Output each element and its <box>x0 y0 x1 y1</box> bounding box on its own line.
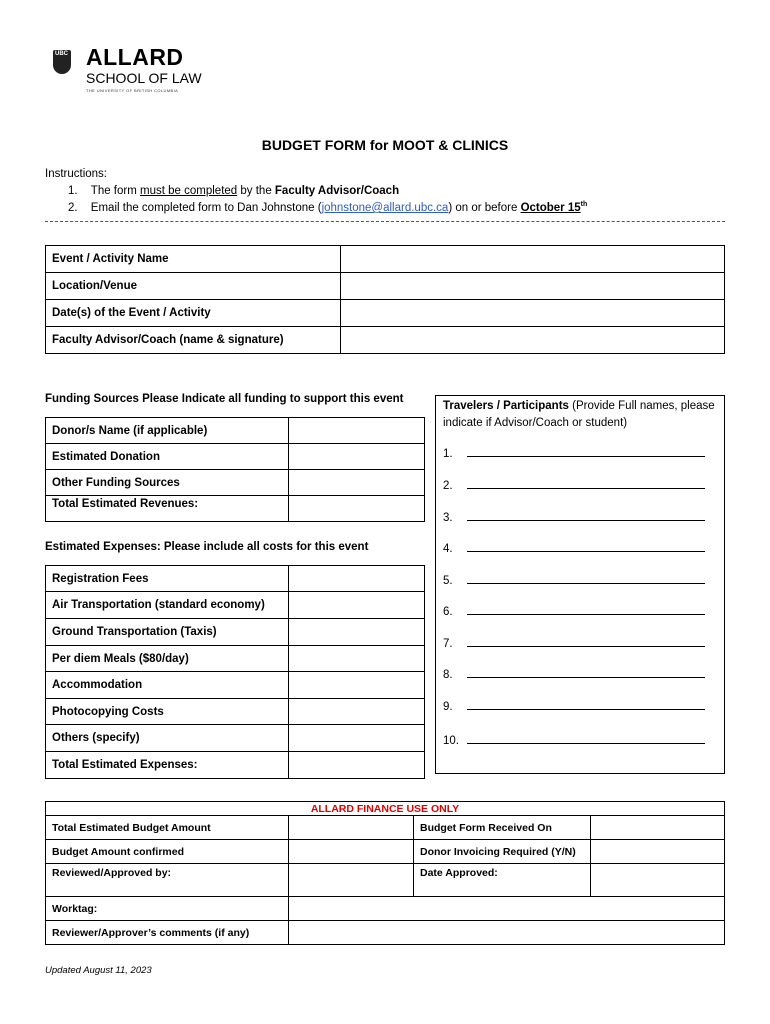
funding-row-label: Other Funding Sources <box>46 470 289 496</box>
traveler-line[interactable] <box>443 604 705 618</box>
expense-row-label: Photocopying Costs <box>46 699 289 725</box>
instruction-1-number: 1. <box>68 185 78 197</box>
email-link[interactable]: johnstone@allard.ubc.ca <box>321 201 449 214</box>
funding-row-field[interactable] <box>289 418 425 444</box>
instruction-2-number: 2. <box>68 201 78 214</box>
location-label: Location/Venue <box>46 273 341 300</box>
traveler-line[interactable] <box>443 446 705 460</box>
traveler-line[interactable] <box>443 478 705 492</box>
worktag-field[interactable] <box>289 897 725 921</box>
instruction-2-mid: ) on or before <box>448 201 521 214</box>
amount-confirmed-field[interactable] <box>289 840 414 864</box>
form-received-field[interactable] <box>591 816 725 840</box>
expense-row-label: Registration Fees <box>46 566 289 592</box>
expense-row-field[interactable] <box>289 646 425 672</box>
expense-row-field[interactable] <box>289 725 425 752</box>
expense-row-label: Ground Transportation (Taxis) <box>46 619 289 646</box>
funding-row-label: Donor/s Name (if applicable) <box>46 418 289 444</box>
traveler-number: 10. <box>443 735 459 747</box>
expense-row-field[interactable] <box>289 592 425 619</box>
total-budget-field[interactable] <box>289 816 414 840</box>
travelers-heading-note: (Provide Full names, please indicate if Advisor/Coach or student) <box>443 400 715 429</box>
expenses-heading: Estimated Expenses: Please include all costs for this event <box>45 541 369 553</box>
page-title: BUDGET FORM for MOOT & CLINICS <box>261 137 509 153</box>
reviewed-label: Reviewed/Approved by: <box>46 864 289 897</box>
funding-row-field[interactable] <box>289 496 425 522</box>
instruction-1-text: The form <box>90 185 141 197</box>
instruction-2 <box>68 201 587 214</box>
expenses-table <box>45 565 425 779</box>
due-date-suffix: th <box>580 201 588 208</box>
advisor-field[interactable] <box>341 327 725 354</box>
funding-row-field[interactable] <box>289 470 425 496</box>
traveler-number: 7. <box>443 638 453 650</box>
donor-invoicing-field[interactable] <box>591 840 725 864</box>
expense-row-field[interactable] <box>289 619 425 646</box>
comments-label: Reviewer/Approver’s comments (if any) <box>46 921 289 945</box>
due-date: October 15 <box>520 201 581 214</box>
donor-invoicing-label: Donor Invoicing Required (Y/N) <box>414 840 591 864</box>
expense-row-label: Total Estimated Expenses: <box>46 752 289 779</box>
event-name-field[interactable] <box>341 246 725 273</box>
total-budget-label: Total Estimated Budget Amount <box>46 816 289 840</box>
finance-table <box>45 801 725 945</box>
traveler-number: 4. <box>443 543 453 555</box>
traveler-number: 3. <box>443 512 453 524</box>
expense-row-label: Accommodation <box>46 672 289 699</box>
logo-title: ALLARD <box>86 44 184 70</box>
date-approved-field[interactable] <box>591 864 725 897</box>
instruction-1 <box>68 185 399 197</box>
dates-field[interactable] <box>341 300 725 327</box>
expense-row-label: Per diem Meals ($80/day) <box>46 646 289 672</box>
traveler-number: 2. <box>443 480 453 492</box>
finance-heading: ALLARD FINANCE USE ONLY <box>46 802 725 816</box>
worktag-label: Worktag: <box>46 897 289 921</box>
traveler-line[interactable] <box>443 699 705 713</box>
traveler-number: 9. <box>443 701 453 713</box>
instruction-2-text: Email the completed form to Dan Johnstone ( <box>90 201 322 214</box>
traveler-number: 1. <box>443 448 453 460</box>
form-received-label: Budget Form Received On <box>414 816 591 840</box>
funding-row-label: Total Estimated Revenues: <box>46 496 289 522</box>
updated-note: Updated August 11, 2023 <box>45 965 152 976</box>
dates-label: Date(s) of the Event / Activity <box>46 300 341 327</box>
logo-subtitle: SCHOOL OF LAW <box>86 70 202 86</box>
traveler-line[interactable] <box>443 636 705 650</box>
event-name-label: Event / Activity Name <box>46 246 341 273</box>
logo-badge: UBC <box>55 51 68 57</box>
traveler-line[interactable] <box>443 733 705 747</box>
traveler-line[interactable] <box>443 573 705 587</box>
traveler-number: 8. <box>443 669 453 681</box>
event-table <box>45 245 725 354</box>
advisor-label: Faculty Advisor/Coach (name & signature) <box>46 327 341 354</box>
funding-heading: Funding Sources Please Indicate all funding to support this event <box>45 393 404 405</box>
traveler-line[interactable] <box>443 510 705 524</box>
funding-row-field[interactable] <box>289 444 425 470</box>
expense-row-label: Air Transportation (standard economy) <box>46 592 289 619</box>
instruction-1-underlined: must be completed <box>140 185 238 197</box>
location-field[interactable] <box>341 273 725 300</box>
expense-row-field[interactable] <box>289 752 425 779</box>
comments-field[interactable] <box>289 921 725 945</box>
traveler-number: 6. <box>443 606 453 618</box>
funding-table <box>45 417 425 522</box>
instruction-1-mid: by the <box>237 185 275 197</box>
funding-row-label: Estimated Donation <box>46 444 289 470</box>
instruction-1-bold: Faculty Advisor/Coach <box>274 185 400 197</box>
divider <box>45 221 725 222</box>
logo-tagline: THE UNIVERSITY OF BRITISH COLUMBIA <box>86 88 179 93</box>
expense-row-field[interactable] <box>289 566 425 592</box>
travelers-heading <box>443 398 718 432</box>
expense-row-field[interactable] <box>289 699 425 725</box>
expense-row-field[interactable] <box>289 672 425 699</box>
traveler-number: 5. <box>443 575 453 587</box>
amount-confirmed-label: Budget Amount confirmed <box>46 840 289 864</box>
traveler-line[interactable] <box>443 667 705 681</box>
travelers-heading-bold: Travelers / Participants <box>443 400 569 412</box>
reviewed-field[interactable] <box>289 864 414 897</box>
instructions-heading: Instructions: <box>45 168 107 180</box>
traveler-line[interactable] <box>443 541 705 555</box>
expense-row-label: Others (specify) <box>46 725 289 752</box>
date-approved-label: Date Approved: <box>414 864 591 897</box>
